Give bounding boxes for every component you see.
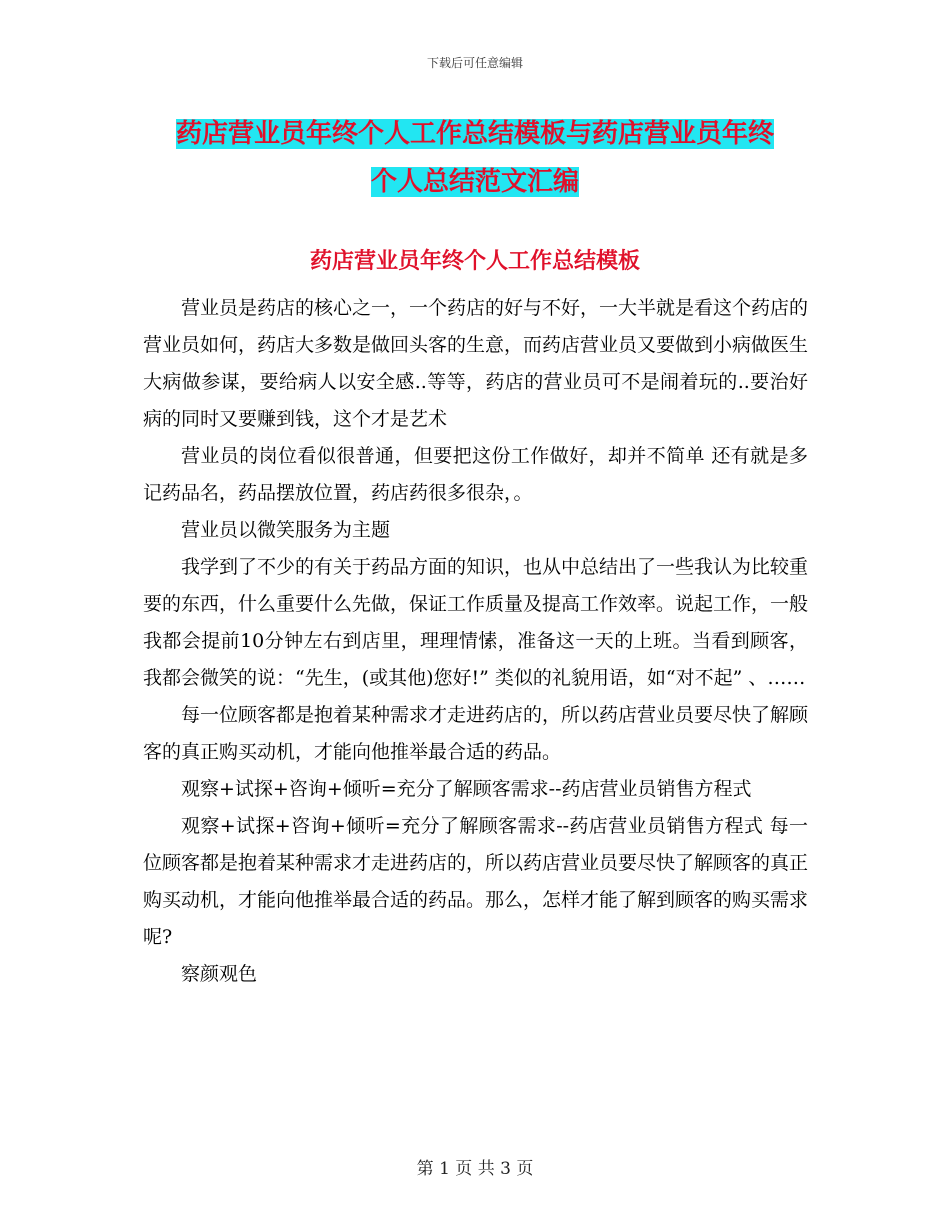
page-header: 下载后可任意编辑 (426, 56, 523, 70)
paragraph: 营业员的岗位看似很普通，但要把这份工作做好，却并不简单 还有就是多记药品名，药品摆放位置，药店药很多很杂，。 (143, 445, 808, 504)
document-title-line-1: 药店营业员年终个人工作总结模板与药店营业员年终 (175, 119, 774, 149)
document-title (0, 110, 950, 206)
page-footer: 第 1 页 共 3 页 (416, 1159, 534, 1179)
body-text (143, 290, 808, 993)
paragraph: 营业员是药店的核心之一，一个药店的好与不好，一大半就是看这个药店的营业员如何，药店大多数是做回头客的生意，而药店营业员又要做到小病做医生大病做参谋，要给病人以安全感..等等，药店的营业员可不是闹着玩的..要治好病的同时又要赚到钱，这个才是艺术 (143, 297, 809, 430)
paragraph: 营业员以微笑服务为主题 (181, 519, 391, 541)
section-title: 药店营业员年终个人工作总结模板 (309, 248, 640, 274)
paragraph: 观察+试探+咨询+倾听=充分了解顾客需求--药店营业员销售方程式 (181, 778, 752, 800)
paragraph: 每一位顾客都是抱着某种需求才走进药店的，所以药店营业员要尽快了解顾客的真正购买动机，才能向他推举最合适的药品。 (143, 704, 809, 763)
paragraph: 观察+试探+咨询+倾听=充分了解顾客需求--药店营业员销售方程式 每一位顾客都是抱着某种需求才走进药店的，所以药店营业员要尽快了解顾客的真正购买动机，才能向他推举最合适的药品。那么，怎样才能了解到顾客的购买需求呢? (143, 815, 809, 948)
document-title-line-2: 个人总结范文汇编 (370, 167, 579, 197)
paragraph: 我学到了不少的有关于药品方面的知识，也从中总结出了一些我认为比较重要的东西，什么重要什么先做，保证工作质量及提高工作效率。说起工作，一般我都会提前10分钟左右到店里，理理情愫，准备这一天的上班。当看到顾客，我都会微笑的说：“先生，(或其他)您好!” 类似的礼貌用语，如“对不起” 、…… (143, 556, 809, 689)
paragraph: 察颜观色 (181, 963, 258, 985)
